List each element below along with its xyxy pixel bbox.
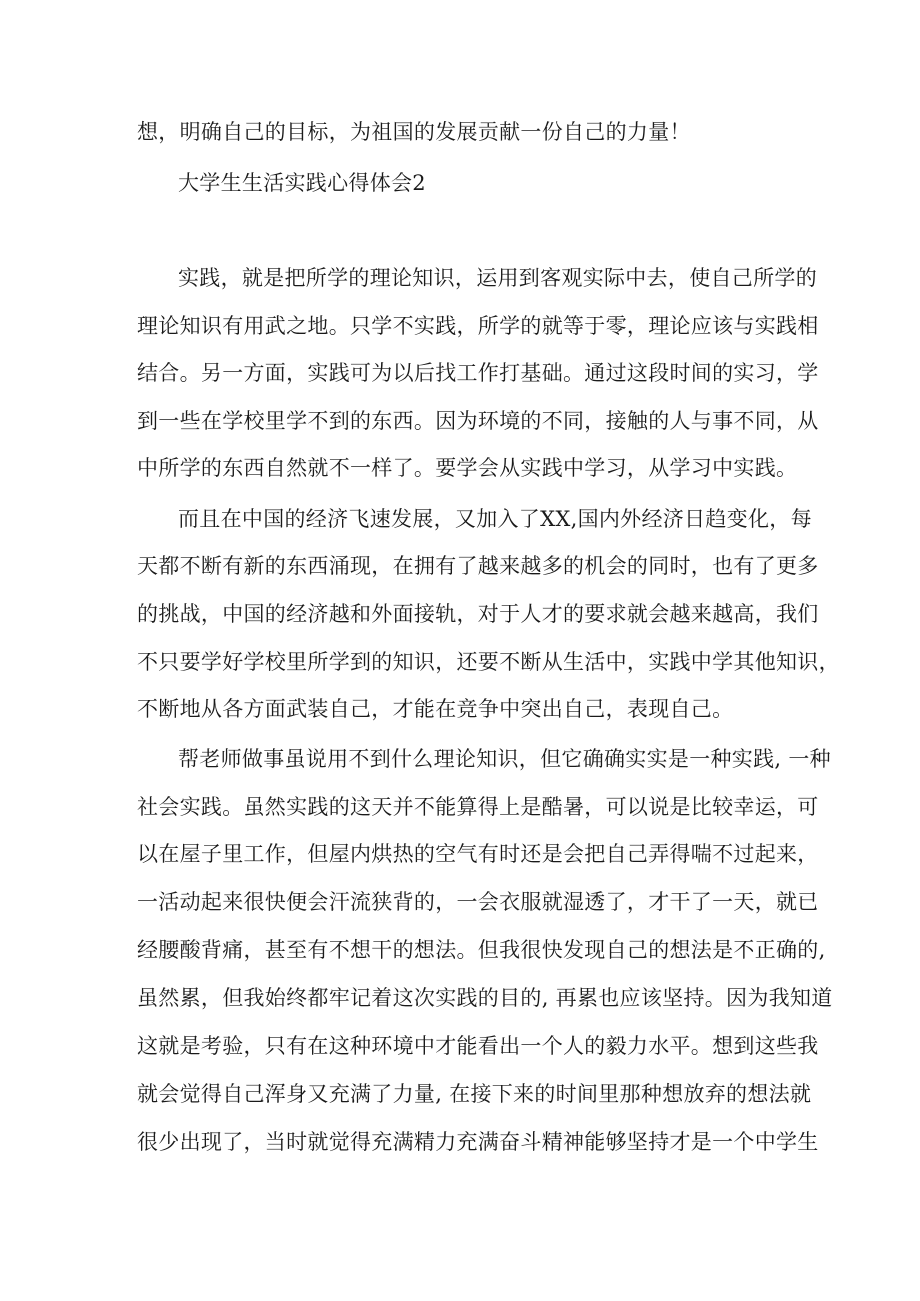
paragraph-line: 以在屋子里工作，但屋内烘热的空气有时还是会把自己弄得喘不过起来， (137, 842, 819, 866)
paragraph-line: 不只要学好学校里所学到的知识，还要不断从生活中，实践中学其他知识， (137, 650, 840, 674)
paragraph-line: 想，明确自己的目标，为祖国的发展贡献一份自己的力量！ (137, 120, 691, 144)
paragraph-line: 虽然累，但我始终都牢记着这次实践的目的, 再累也应该坚持。因为我知道 (137, 986, 833, 1010)
section-heading: 大学生生活实践心得体会2 (178, 171, 426, 195)
paragraph-line: 这就是考验，只有在这种环境中才能看出一个人的毅力水平。想到这些我 (137, 1034, 819, 1058)
paragraph-line: 中所学的东西自然就不一样了。要学会从实践中学习，从学习中实践。 (137, 456, 798, 480)
paragraph-line: 实践，就是把所学的理论知识，运用到客观实际中去，使自己所学的 (178, 266, 817, 290)
paragraph-line: 经腰酸背痛，甚至有不想干的想法。但我很快发现自己的想法是不正确的, (137, 938, 826, 962)
paragraph-line: 理论知识有用武之地。只学不实践，所学的就等于零，理论应该与实践相 (137, 314, 819, 338)
paragraph-line: 帮老师做事虽说用不到什么理论知识，但它确确实实是一种实践, 一种 (178, 747, 831, 771)
paragraph-line: 到一些在学校里学不到的东西。因为环境的不同，接触的人与事不同，从 (137, 409, 819, 433)
paragraph-line: 天都不断有新的东西涌现，在拥有了越来越多的机会的同时，也有了更多 (137, 554, 819, 578)
paragraph-line: 不断地从各方面武装自己，才能在竞争中突出自己，表现自己。 (137, 697, 734, 721)
paragraph-line: 结合。另一方面，实践可为以后找工作打基础。通过这段时间的实习，学 (137, 361, 819, 385)
paragraph-line: 的挑战，中国的经济越和外面接轨，对于人才的要求就会越来越高，我们 (137, 602, 819, 626)
paragraph-line: 就会觉得自己浑身又充满了力量, 在接下来的时间里那种想放弃的想法就 (137, 1082, 812, 1106)
paragraph-line: 一活动起来很快便会汗流狭背的，一会衣服就湿透了，才干了一天，就已 (137, 890, 819, 914)
paragraph-line: 而且在中国的经济飞速发展，又加入了XX,国内外经济日趋变化，每 (178, 507, 812, 531)
paragraph-line: 社会实践。虽然实践的这天并不能算得上是酷暑，可以说是比较幸运，可 (137, 795, 819, 819)
paragraph-line: 很少出现了，当时就觉得充满精力充满奋斗精神能够坚持才是一个中学生 (137, 1130, 819, 1154)
